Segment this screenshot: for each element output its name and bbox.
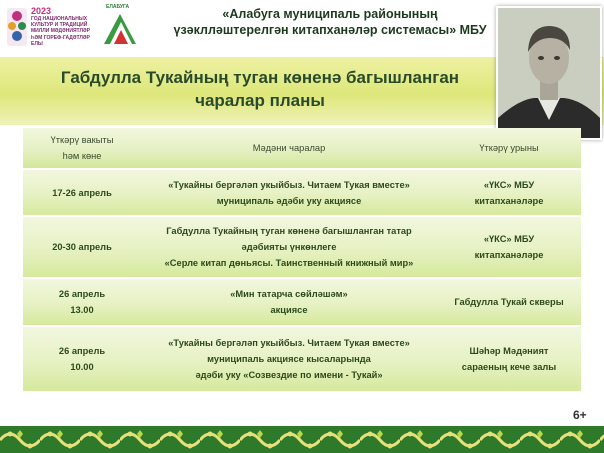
header-event: Мәдәни чаралар [252,143,326,153]
portrait-icon [498,8,600,138]
row-date: 20-30 апрель [52,242,112,252]
organization-line-2: үзәклләштерелгән китапханәләр системасы» МБУ [173,23,487,37]
row-date: 17-26 апрель [52,187,112,198]
page-title [30,66,490,112]
tukay-portrait-image [496,6,602,140]
row-event: «Тукайны бергәләп укыйбыз. Читаем Тукая вместе» муниципаль акциясе кысаларында әдәби уку «Созвездие по имени - Тукай» [168,338,410,380]
row-event: «Тукайны бергәләп укыйбыз. Читаем Тукая вместе» муниципаль әдәби уку акциясе [168,179,410,206]
row-place: Габдулла Тукай скверы [454,297,564,307]
row-place: «ҮКС» МБУ китапханәләре [474,234,544,260]
header-date: Үткәрү вакыты һәм көне [50,135,114,161]
title-line-1: Габдулла Тукайның туган көненә багышланган [60,68,460,87]
row-place: «ҮКС» МБУ китапханәләре [474,179,544,206]
row-date: 26 апрель 10.00 [58,346,106,372]
row-date: 26 апрель 13.00 [58,289,106,315]
yelabuga-logo-text: ЕЛАБУГА [106,4,130,10]
logo-text: ГОД НАЦИОНАЛЬНЫХ КУЛЬТУР И ТРАДИЦИЙ МИЛЛИ МӘДӘНИЯТЛӘР ҺӘМ ГОРЕФ-ГАДӘТЛӘР ЕЛЫ [31,16,90,47]
organization-name [160,6,500,38]
table-row [23,327,581,391]
table-header-row [23,128,581,168]
yelabuga-logo [100,4,142,50]
table-row [23,217,581,277]
logo-year: 2023 [31,6,52,16]
row-event: «Мин татарча сөйләшәм» акциясе [230,289,348,315]
age-rating-badge: 6+ [573,408,587,422]
header-place: Үткәрү урыны [479,143,539,153]
year-of-cultures-logo [4,4,94,50]
title-line-2: чаралар планы [195,91,325,110]
yelabuga-emblem-icon [100,4,142,50]
row-event: Габдулла Тукайның туган көненә багышланган татар әдәбияты үнкөнлеге «Серле китап дөньясы. Таинственный книжный мир» [164,226,414,268]
organization-line-1: «Алабуга муниципаль районының [222,7,438,21]
ornament-border-icon [0,426,604,453]
row-place: Шәһәр Мәдәният сараеның кече залы [461,346,557,372]
table-row [23,170,581,215]
ornament-logo-icon [4,6,30,48]
table-row [23,279,581,325]
